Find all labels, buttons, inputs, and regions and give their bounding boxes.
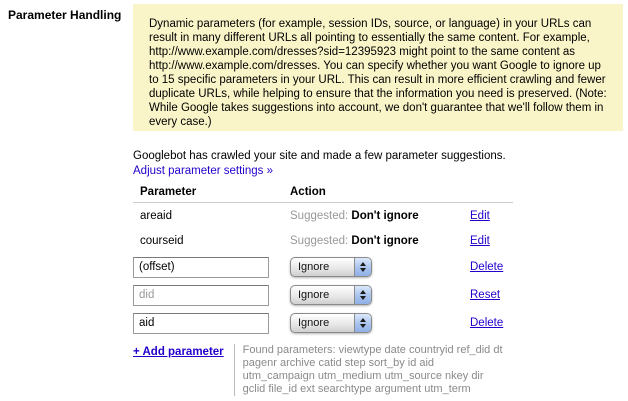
parameter-input[interactable]	[133, 285, 269, 306]
select-stepper-icon	[354, 314, 371, 332]
row-parameter-cell	[133, 257, 290, 278]
delete-link[interactable]: Delete	[470, 317, 504, 329]
found-parameters-text: Found parameters: viewtype date countryid ref_did dt pagenr archive catid step sort_by id aid utm_campaign utm_medium utm_source nkey dir gclid file_id ext searchtype argument utm_term	[234, 344, 505, 396]
row-parameter-cell	[133, 313, 290, 334]
info-box-text: Dynamic parameters (for example, session IDs, source, or language) in your URLs can result in many different URLs all pointing to essentially the same content. For example, http://www.example.com/dresses?sid=12395923 might point to the same content as http://www.example.com/dresses. You can specify whether you want Google to ignore up to 15 specific parameters in your URL. This can result in more efficient crawling and fewer duplicate URLs, while helping to ensure that the information you need is preserved. (Note: While Google takes suggestions into account, we don't guarantee that we'll follow them in every case.)	[149, 18, 607, 128]
chevron-up-icon	[360, 262, 366, 266]
reset-link[interactable]: Reset	[470, 289, 501, 301]
action-select-value: Ignore	[298, 317, 330, 329]
suggested-label: Suggested:	[290, 210, 349, 222]
action-select-value: Ignore	[298, 261, 330, 273]
row-link-cell	[470, 261, 513, 273]
column-header-parameter: Parameter	[133, 186, 290, 203]
row-link-cell	[470, 289, 513, 301]
chevron-down-icon	[360, 296, 366, 300]
parameter-table	[133, 186, 513, 337]
add-parameter-link[interactable]: + Add parameter	[133, 346, 224, 358]
row-action-cell	[470, 210, 513, 222]
row-link-cell	[470, 317, 513, 329]
row-parameter-cell	[133, 285, 290, 306]
parameter-name: courseid	[140, 235, 184, 247]
chevron-down-icon	[360, 324, 366, 328]
action-select-value: Ignore	[298, 289, 330, 301]
chevron-down-icon	[360, 268, 366, 272]
parameter-input[interactable]	[133, 257, 269, 278]
chevron-up-icon	[360, 290, 366, 294]
action-suggestion	[290, 210, 470, 222]
section-label: Parameter Handling	[8, 8, 122, 22]
suggested-value: Don't ignore	[351, 210, 419, 222]
row-action-cell	[290, 285, 470, 305]
adjust-parameter-settings-link[interactable]: Adjust parameter settings »	[133, 165, 273, 177]
column-header-spacer	[470, 186, 513, 203]
action-suggestion	[290, 235, 470, 247]
parameter-input[interactable]	[133, 313, 269, 334]
suggested-value: Don't ignore	[351, 235, 419, 247]
delete-link[interactable]: Delete	[470, 261, 504, 273]
action-select[interactable]	[290, 313, 372, 333]
row-action-cell	[290, 313, 470, 333]
crawl-summary-text: Googlebot has crawled your site and made a few parameter suggestions.	[133, 150, 506, 162]
table-footer	[133, 344, 505, 396]
column-header-action: Action	[290, 186, 470, 203]
parameter-name: areaid	[140, 210, 172, 222]
select-stepper-icon	[354, 258, 371, 276]
action-select[interactable]	[290, 285, 372, 305]
row-action-cell	[470, 235, 513, 247]
suggested-label: Suggested:	[290, 235, 349, 247]
edit-link[interactable]: Edit	[470, 235, 490, 247]
select-stepper-icon	[354, 286, 371, 304]
row-action-cell	[290, 257, 470, 277]
info-box	[133, 4, 623, 131]
edit-link[interactable]: Edit	[470, 210, 490, 222]
chevron-up-icon	[360, 318, 366, 322]
action-select[interactable]	[290, 257, 372, 277]
